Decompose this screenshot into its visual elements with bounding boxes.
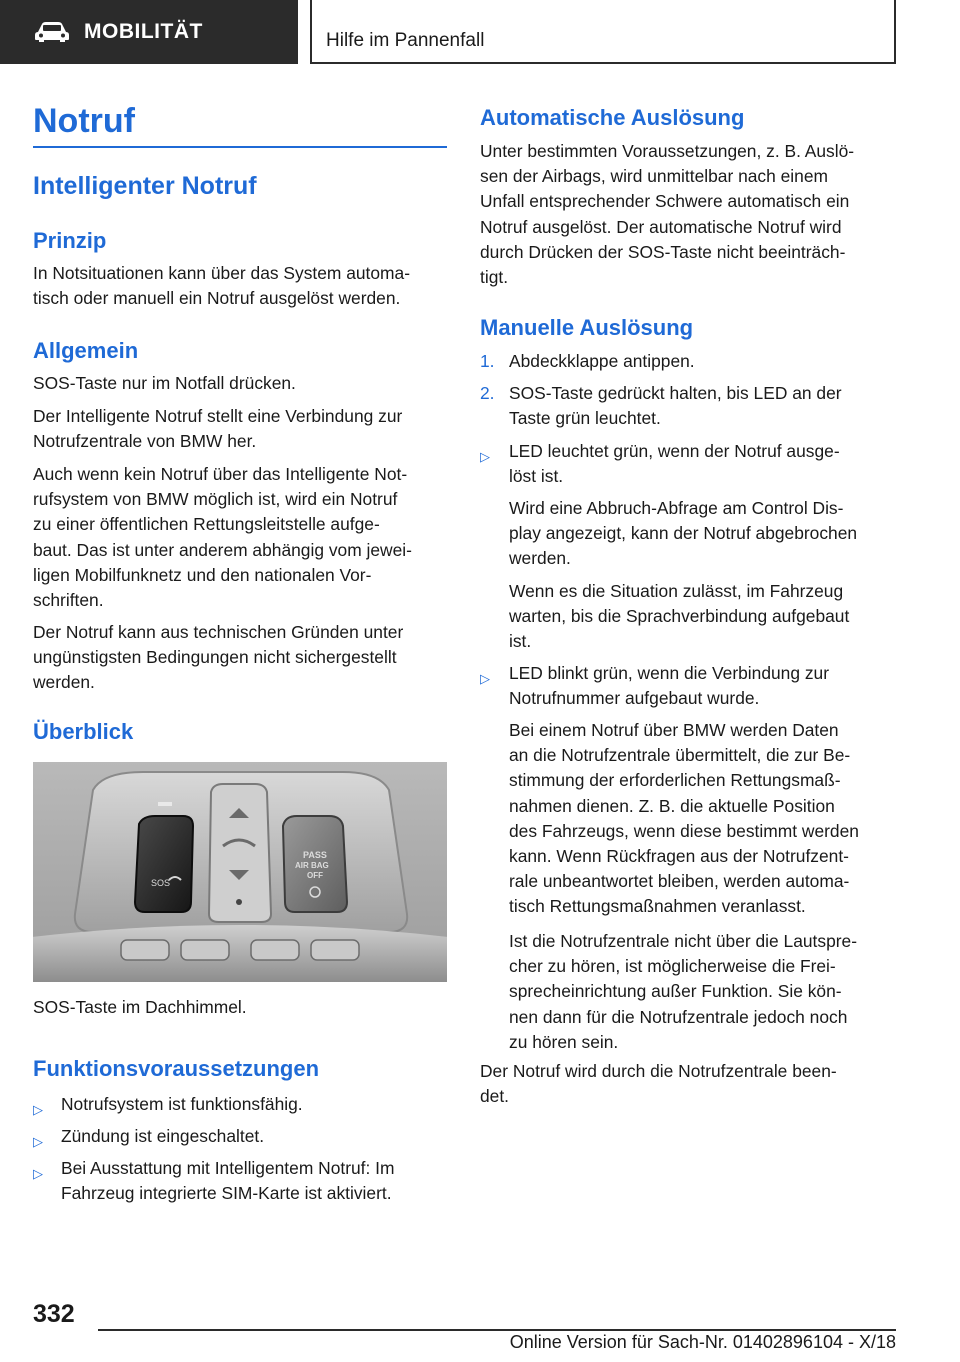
pass-label: PASS [303,850,327,860]
paragraph-prinzip: In Notsituationen kann über das System automa- tisch oder manuell ein Notruf ausgelöst werden. [33,263,411,309]
footer-divider [98,1329,896,1331]
page-number: 332 [33,1300,75,1328]
airbag-label: AIR BAG [295,861,329,870]
page-title: Notruf [33,102,135,140]
list-item: ▷ Zündung ist eingeschaltet. [33,1124,264,1149]
paragraph-automatisch: Unter bestimmten Voraussetzungen, z. B. Auslö- sen der Airbags, wird unmittelbar nach einem Unfall entsprechender Schwere automatisch ein Notruf ausgelöst. Der automatische Notruf wird durch Drücken der SOS-Taste nicht beeinträch- tigt. [480,141,855,288]
chapter-title: MOBILITÄT [84,20,203,43]
step-item: 2. SOS-Taste gedrückt halten, bis LED an der Taste grün leuchtet. [480,383,842,429]
title-divider [33,146,447,148]
paragraph-allgemein-1: SOS-Taste nur im Notfall drücken. [33,373,296,393]
heading-funktionsvoraussetzungen: Funktionsvoraussetzungen [33,1056,320,1081]
heading-ueberblick: Überblick [33,719,134,744]
list-item: ▷ Notrufsystem ist funktionsfähig. [33,1092,303,1117]
overhead-console-illustration [33,762,447,982]
paragraph-lautsprecher: Ist die Notrufzentrale nicht über die Lautspre- cher zu hören, ist möglicherweise die Frei- sprecheinrichtung außer Funktion. Sie kön- nen dann für die Notrufzentrale jedoch noch zu hören sein. [509,931,857,1052]
list-item: ▷ Bei Ausstattung mit Intelligentem Notruf: Im Fahrzeug integrierte SIM-Karte ist aktiviert. [33,1158,395,1204]
heading-automatische-ausloesung: Automatische Auslösung [480,105,745,130]
paragraph-beendet: Der Notruf wird durch die Notrufzentrale been- det. [480,1061,837,1107]
photo-caption: SOS-Taste im Dachhimmel. [33,997,247,1017]
overhead-console-photo [33,762,447,982]
footer-text: Online Version für Sach-Nr. 01402896104 - X/18 [509,1332,896,1352]
paragraph-abbruch: Wird eine Abbruch-Abfrage am Control Dis- play angezeigt, kann der Notruf abgebrochen werden. [509,498,858,569]
step-item: 1. Abdeckklappe antippen. [480,349,695,374]
bullet-triangle-icon: ▷ [480,671,490,686]
heading-prinzip: Prinzip [33,228,107,253]
bullet-triangle-icon: ▷ [480,449,490,464]
list-item: ▷ LED blinkt grün, wenn die Verbindung zur Notrufnummer aufgebaut wurde. [480,663,829,709]
paragraph-daten: Bei einem Notruf über BMW werden Daten an die Notrufzentrale übermittelt, die zur Be- stimmung der erforderlichen Rettungsmaß- nahmen dienen. Z. B. die aktuelle Position des Fahrzeugs, wenn diese bestimmt werden kann. Wenn Rückfragen aus der Notrufzent- rale unbeantwortet bleiben, werden automa- tisch Rettungsmaßnahmen veranlasst. [509,720,859,917]
subchapter-title: Hilfe im Pannenfall [326,30,485,51]
bullet-triangle-icon: ▷ [33,1102,43,1117]
chapter-header [0,0,298,64]
sos-label: SOS [151,878,171,888]
step-number: 1. [480,351,495,371]
subchapter-header [310,0,896,64]
list-item: ▷ LED leuchtet grün, wenn der Notruf ausge- löst ist. [480,441,840,487]
step-number: 2. [480,383,495,403]
off-label: OFF [307,871,323,880]
paragraph-allgemein-4: Der Notruf kann aus technischen Gründen unter ungünstigsten Bedingungen nicht sichergestellt werden. [33,622,404,693]
car-icon [34,21,70,43]
heading-allgemein: Allgemein [33,338,139,363]
bullet-triangle-icon: ▷ [33,1134,43,1149]
heading-manuelle-ausloesung: Manuelle Auslösung [480,315,694,340]
paragraph-allgemein-3: Auch wenn kein Notruf über das Intelligente Not- rufsystem von BMW möglich ist, wird ein Notruf zu einer öffentlichen Rettungsleitstelle aufge- baut. Das ist unter anderem abhängig vom jewei- ligen Mobilfunknetz und den nationalen Vor- schriften. [33,464,412,611]
bullet-triangle-icon: ▷ [33,1166,43,1181]
paragraph-warten: Wenn es die Situation zulässt, im Fahrzeug warten, bis die Sprachverbindung aufgebaut ist. [509,581,850,652]
paragraph-allgemein-2: Der Intelligente Notruf stellt eine Verbindung zur Notrufzentrale von BMW her. [33,406,403,452]
heading-intelligent-notruf: Intelligenter Notruf [33,172,257,200]
